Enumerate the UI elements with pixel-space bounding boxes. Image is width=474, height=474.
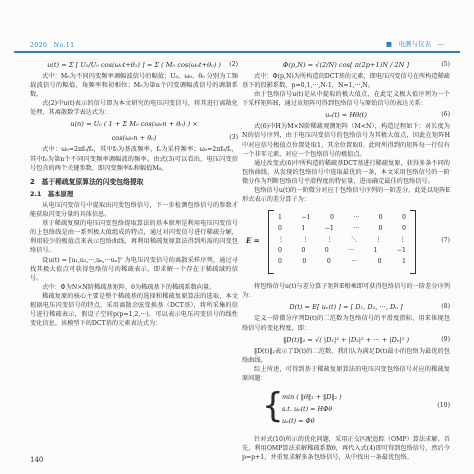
matrix-cell: 0 xyxy=(278,225,282,233)
paragraph: 综上所述，可得到基于稀疏复原算法的电压闪变包络信号对应的稀疏复原问题： xyxy=(242,365,450,382)
subsection-heading: 2.1 基本原理 xyxy=(30,189,74,198)
eq10-line: uₑ(t) = Φθ xyxy=(282,416,315,425)
matrix-cell: 1 xyxy=(301,225,306,233)
section-heading: 2 基于稀疏复原算法的闪变包络提取 xyxy=(30,177,144,186)
matrix-cell: 0 xyxy=(326,258,331,266)
matrix-cell: −1 xyxy=(324,225,334,233)
page-number: 140 xyxy=(30,456,44,464)
equation-number: (10) xyxy=(437,401,450,409)
paragraph: 式中：Φ(p,N)为所构造的DCT基的元素，即电压闪变信号在所构造稀疏基下的投影系数，p=0,1,···,N-1，N=1,···,N。 xyxy=(242,73,450,90)
matrix-cell: ⋮ xyxy=(375,236,382,244)
matrix-row xyxy=(278,256,406,267)
matrix-cell: 0 xyxy=(378,214,383,222)
matrix-cell: 1 xyxy=(402,258,406,266)
matrix-cell: 0 xyxy=(402,214,406,222)
paragraph: 定义一阶微分序列D(t)的二范数为包络信号的平滑度指标，用来体现包络信号的变化程度，即： xyxy=(242,315,450,332)
matrix-bracket-left xyxy=(268,210,274,274)
matrix-cell: 1 xyxy=(373,247,378,255)
paragraph: ‖D(t)‖₂表示了D(t)的二范数，我们认为满足D(t)最小的包络为最优的包络曲线。 xyxy=(242,347,450,364)
header-rule xyxy=(14,51,460,53)
matrix-cell: ⋱ xyxy=(351,236,358,244)
matrix-cell: ⋮ xyxy=(302,236,309,244)
matrix-cell: 0 xyxy=(278,247,282,255)
matrix-cell: 0 xyxy=(329,214,334,222)
paragraph: 包络信号u(t)的一阶微分对应于包络信号序列的一阶差分，此处以矩阵E形式表示的差分算子为： xyxy=(242,187,450,204)
matrix-row xyxy=(278,212,406,223)
equation-3a: u(n) = U₀ ( 1 + Σ M₀ cos(ω₀n + θ₀) ) × xyxy=(70,120,198,129)
equation-3b: cos(ω₀n + θ₀) (3) xyxy=(111,134,238,143)
matrix-cell: 0 xyxy=(324,247,329,255)
equation-5: Φ(p,N) = √(2/N) cos[ π(2p+1)N / 2N ] (5) xyxy=(282,61,450,69)
matrix-cell: −1 xyxy=(301,214,311,222)
paragraph: 式中：M₀为不同闪变频率调幅波信号的幅值；U₀、ω₀、θ₀ 分别为工频载波信号的幅值、角频率和初相位；M₀为第n个闪变调幅波信号的调制系数。 xyxy=(30,73,238,99)
paragraph: 式(6)中H为M×N阶稀疏观测矩阵（M<N），构造过程如下：对长度为N的信号序列，由于电压闪变信号的包络信号为其极大值点，因此在矩阵H中对应信号极值点位置处取1，其余位置取0。此时所得到的矩阵每一行仅有一个非零元素，对应一个包络信号的极值点。 xyxy=(242,123,450,158)
equation-9: ‖D(t)‖₂ = √( |D₁|² + |D₂|² + ··· + |Dₙ|² ) (9) xyxy=(282,335,450,344)
paragraph: 由于包络信号u(t)是从中提取的极大值点，在此定义极大值序列为一个下采样矩阵H，通过该矩阵可得到包络信号与原始信号的表达关系： xyxy=(242,91,450,108)
paragraph: 式中：ω₀=2πf₀/fₛ，其中f₀为基波频率，fₛ为采样频率；ω₀=2πf₀/fₛ，其中f₀为第n个不同闪变频率调幅波的频率。由式(3)可以看出，电压闪变信号包含的两个关键参数，即闪变频率f₀和幅值M₀。 xyxy=(30,146,238,172)
paragraph: 基于稀疏复原的电压闪变包络提取算法的基本原理是利用电压闪变信号的上包络线是由一系列极大值组成的特点，通过对闪变信号进行稀疏分解，利用较少的极值点来表示包络曲线，再利用稀疏复原算法得到所需的闪变包络信号。 xyxy=(30,220,238,255)
matrix-label: E = xyxy=(246,236,260,246)
matrix-grid xyxy=(278,212,406,267)
journal-section: ■ 电测与仪表 — xyxy=(385,40,444,48)
equation-2: u(t) = Σ [ U₀/U₀ cos(ω₀t+θ₁) ] = Σ ( M₀ cos(ω₀t+θ₀) ) (2) xyxy=(47,61,238,69)
journal-issue: 2020 No.11 xyxy=(30,42,75,49)
matrix-row xyxy=(278,223,406,234)
matrix-cell: ⋮ xyxy=(278,236,285,244)
matrix-cell: ··· xyxy=(353,225,360,233)
paragraph: 式中：Φ为N×N阶稀疏基矩阵，θ为稀疏基下的稀疏系数向量。 xyxy=(42,283,216,291)
paragraph: 针对式(10)所示的优化问题，采用正交匹配追踪（OMP）算法求解。首先，利用OMP算法求解稀疏系数θ，再代入式(4)即可得到包络信号，然后令p=p+1，并重复求解多条包络信号，从中找出一条最优包络。 xyxy=(242,435,450,462)
left-column xyxy=(30,58,238,328)
matrix-cell: ⋮ xyxy=(399,236,406,244)
matrix-bracket-right xyxy=(410,210,416,274)
right-column xyxy=(242,58,450,462)
eq10-line: s.t. uₑ(t) = HΦθ xyxy=(282,404,333,413)
equation-10 xyxy=(242,387,450,431)
equation-10-lines xyxy=(282,391,342,427)
matrix-cell: 0 xyxy=(378,225,383,233)
paragraph: 式(2)中u(t)表示的信号即为本文研究的电压闪变信号，将其进行离散化处理，其离散数学表达式为： xyxy=(30,100,238,117)
matrix-cell: 1 xyxy=(278,214,282,222)
paragraph: 将包络信号u(t)与差分算子矩阵E相乘即可获得包络信号的一阶差分序列为： xyxy=(242,283,450,300)
matrix-cell: 0 xyxy=(278,258,282,266)
matrix-cell: ··· xyxy=(351,258,358,266)
equation-8: D(t) = E[ uₑ(t) ] = [ D₁, D₂, ···, Dₙ ] (8) xyxy=(289,303,450,312)
equation-6: uₑ(t) = Hθ(t) (6) xyxy=(325,111,450,120)
eq10-line: min ( ‖θ‖₁ + ‖D‖₂ ) xyxy=(282,392,342,401)
matrix-cell: ··· xyxy=(348,247,355,255)
matrix-cell: −1 xyxy=(396,247,406,255)
difference-matrix xyxy=(242,208,450,278)
brace-symbol: { xyxy=(262,385,284,426)
paragraph: 从电压闪变信号中提取出闪变包络信号，下一步检测包络信号的参数才能获取闪变分量的具体信息。 xyxy=(30,201,238,219)
matrix-row xyxy=(278,245,406,256)
matrix-cell: ⋮ xyxy=(326,236,333,244)
matrix-cell: 0 xyxy=(301,247,306,255)
paragraph: 设u(t) = [u₁,u₂,···,uₙ,···uₙ]ᵀ 为电压闪变信号的离散采样序列，通过寻找其极大值点可获得包络信号的稀疏表示，即求解一个存在于稀疏域的信号。 xyxy=(30,256,238,282)
matrix-cell: 0 xyxy=(377,258,382,266)
matrix-cell: 0 xyxy=(402,225,406,233)
paragraph: 稀疏复原的核心主要是整个稀疏基的选择和稀疏复原算法的选取，本文根据电压闪变信号的特点，采用离散余弦变换基（DCT基），将所采集的信号进行稀疏表示，假设子空间p(p=1,2,···)，可以表示电压闪变信号的线性变化信息。该模型下的DCT基的元素表达式为： xyxy=(30,292,238,328)
matrix-cell: ··· xyxy=(353,214,360,222)
matrix-cell: 0 xyxy=(302,258,307,266)
equation-number: (7) xyxy=(441,237,450,245)
matrix-row xyxy=(278,234,406,245)
paragraph: 通过改变式(6)中所构造的稀疏基DCT基进行稀疏复原，获得多条不同的包络曲线，从发现的包络信号中选取最优的一条，本文采用包络信号的一阶微分作为判断包络信号平滑程度的特征量，进而确定最佳的包络信号。 xyxy=(242,159,450,185)
